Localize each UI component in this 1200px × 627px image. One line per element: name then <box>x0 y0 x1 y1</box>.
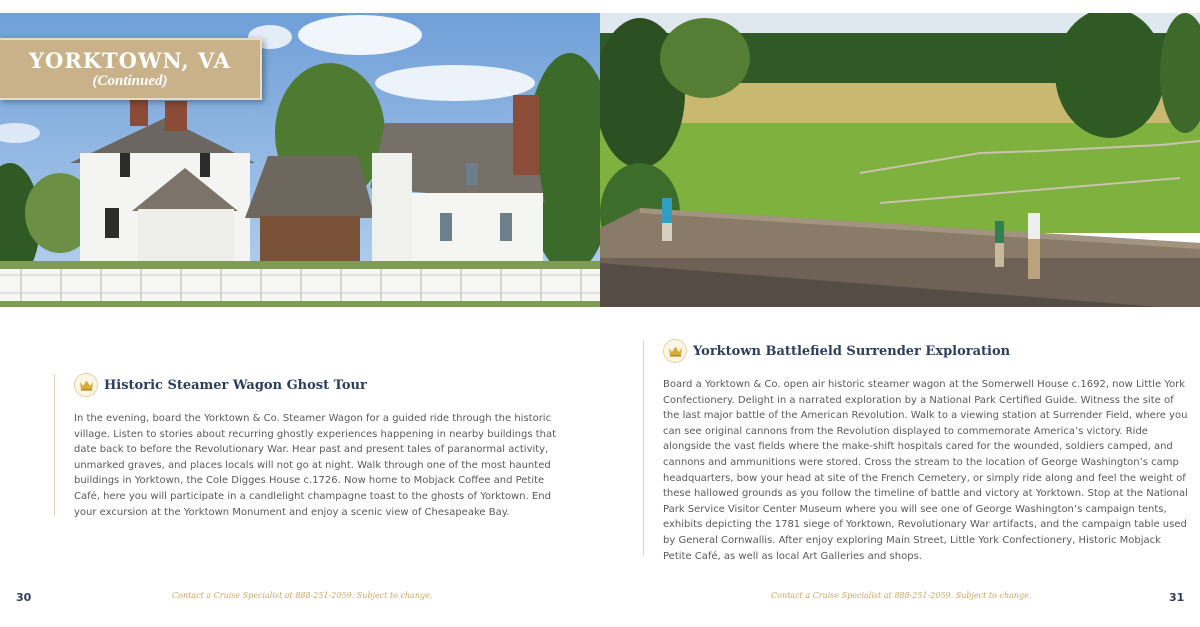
page-number-left: 30 <box>16 591 32 604</box>
section-title: Historic Steamer Wagon Ghost Tour <box>104 377 367 393</box>
page-subtitle: (Continued) <box>92 73 168 89</box>
page-title: YORKTOWN, VA <box>29 48 231 73</box>
page-number-right: 31 <box>1169 591 1185 604</box>
section-body: In the evening, board the Yorktown & Co. Steamer Wagon for a guided ride through the historic village. Listen to stories about recurring ghostly experiences happening in nearby buildings that date back to before the Revolutionary War. Hear past and present tales of paranormal activity, unmarked graves, and places locals will not go at night. Walk through one of the most haunted buildings in Yorktown, the Cole Digges House c.1726. Now home to Mobjack Coffee and Petite Café, here you will participate in a candlelight champagne toast to the ghosts of Yorktown. End your excursion at the Yorktown Monument and enjoy a scenic view of Chesapeake Bay. <box>74 413 557 518</box>
photo-battlefield <box>600 13 1200 307</box>
footer-note-left: Contact a Cruise Specialist at 888-251-2059. Subject to change. <box>172 591 433 600</box>
section-ghost-tour <box>54 374 564 516</box>
title-banner <box>0 38 262 100</box>
footer-note-right: Contact a Cruise Specialist at 888-251-2059. Subject to change. <box>771 591 1032 600</box>
section-body: Board a Yorktown & Co. open air historic steamer wagon at the Somerwell House c.1692, now Little York Confectionery. Delight in a narrated exploration by a National Park Certified Guide. Witness the site of the last major battle of the American Revolution. Walk to a viewing station at Surrender Field, where you can see original cannons from the Revolution displayed to commemorate America’s victory. Ride alongside the vast fields where the make-shift hospitals cared for the wounded, soldiers camped, and cannons and ammunitions were stored. Cross the stream to the location of George Washington’s camp headquarters, bow your head at site of the French Cemetery, or simply ride along and feel the weight of these hallowed grounds as you follow the timeline of battle and victory at Yorktown. Stop at the National Park Service Visitor Center Museum where you will see one of George Washington’s campaign tents, exhibits depicting the 1781 siege of Yorktown, Revolutionary War artifacts, and the campaign table used by General Cornwallis. After enjoy exploring Main Street, Little York Confectionery, Historic Mobjack Petite Café, as well as local Art Galleries and shops. <box>663 379 1188 562</box>
section-heading <box>74 373 564 397</box>
crown-icon <box>663 339 687 363</box>
section-battlefield-exploration <box>643 340 1188 562</box>
crown-icon <box>74 373 98 397</box>
section-heading <box>663 339 1183 363</box>
section-title: Yorktown Battlefield Surrender Exploration <box>693 343 1011 359</box>
